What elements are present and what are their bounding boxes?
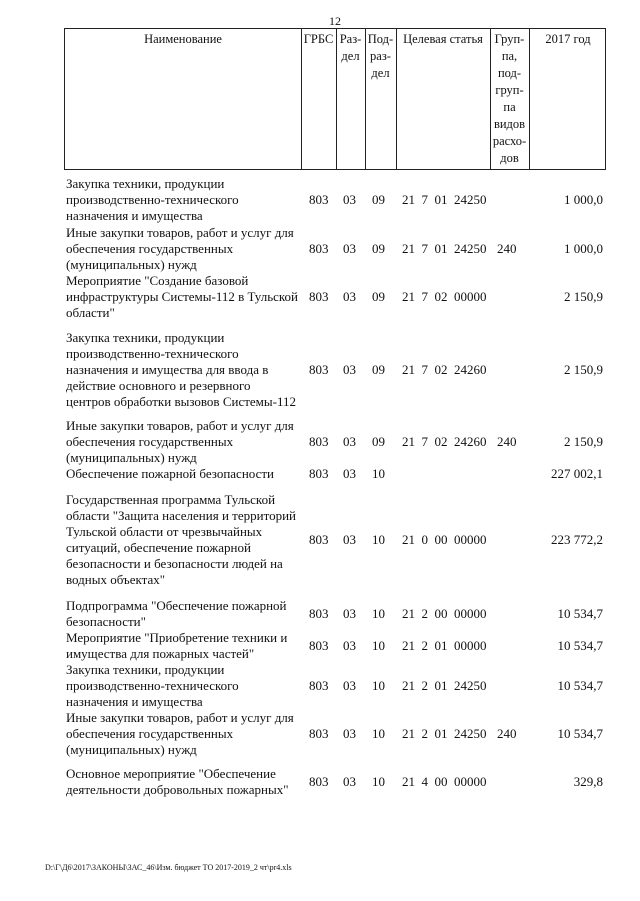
- row-name: Иные закупки товаров, работ и услуг для обеспечения государственных (муниципальных) нужд: [66, 225, 294, 272]
- row-razdel: 03: [343, 532, 356, 547]
- header-razdel: Раз- дел: [339, 32, 362, 63]
- row-name: Мероприятие "Приобретение техники и имущества для пожарных частей": [66, 630, 288, 661]
- row-celevaya: 21 7 02 24260: [402, 362, 487, 377]
- row-razdel: 03: [343, 192, 356, 207]
- column-divider: [301, 29, 302, 169]
- row-name: Подпрограмма "Обеспечение пожарной безопасности": [66, 598, 287, 629]
- page-number: 12: [329, 14, 341, 28]
- row-grbs: 803: [309, 241, 329, 256]
- row-podrazdel: 10: [372, 774, 385, 789]
- header-grbs: ГРБС: [303, 32, 334, 46]
- row-podrazdel: 10: [372, 678, 385, 693]
- row-grbs: 803: [309, 466, 329, 481]
- row-amount: 2 150,9: [564, 362, 603, 377]
- row-amount: 1 000,0: [564, 241, 603, 256]
- row-amount: 10 534,7: [557, 638, 603, 653]
- row-name: Государственная программа Тульской области "Защита населения и территорий Тульской области от чрезвычайных ситуаций, обеспечение пожарной безопасности и безопасности людей на водных объектах": [66, 492, 296, 587]
- row-grbs: 803: [309, 726, 329, 741]
- row-celevaya: 21 2 01 24250: [402, 726, 487, 741]
- row-podrazdel: 10: [372, 606, 385, 621]
- column-divider: [396, 29, 397, 169]
- row-name: Основное мероприятие "Обеспечение деятельности добровольных пожарных": [66, 766, 289, 797]
- row-grbs: 803: [309, 774, 329, 789]
- row-podrazdel: 09: [372, 241, 385, 256]
- row-razdel: 03: [343, 726, 356, 741]
- row-grbs: 803: [309, 192, 329, 207]
- table-header: [64, 28, 606, 170]
- row-name: Закупка техники, продукции производственно-технического назначения и имущества для ввода в действие основного и резервного центров обработки вызовов Системы-112: [66, 330, 296, 409]
- row-razdel: 03: [343, 774, 356, 789]
- row-podrazdel: 10: [372, 638, 385, 653]
- header-celevaya: Целевая статья: [403, 32, 483, 46]
- row-celevaya: 21 4 00 00000: [402, 774, 487, 789]
- row-podrazdel: 09: [372, 192, 385, 207]
- row-grbs: 803: [309, 362, 329, 377]
- row-grbs: 803: [309, 289, 329, 304]
- row-celevaya: 21 2 01 00000: [402, 638, 487, 653]
- row-celevaya: 21 7 02 24260: [402, 434, 487, 449]
- row-celevaya: 21 7 01 24250: [402, 192, 487, 207]
- row-name: Иные закупки товаров, работ и услуг для обеспечения государственных (муниципальных) нужд: [66, 418, 294, 465]
- row-razdel: 03: [343, 678, 356, 693]
- row-gruppa: 240: [497, 434, 517, 449]
- header-gruppa: Груп- па, под- груп- па видов расхо- дов: [492, 32, 527, 165]
- header-podrazdel: Под- раз- дел: [367, 32, 394, 80]
- footer-file-path: D:\Г\Д6\2017\ЗАКОНЫ\ЗАС_46\Изм. бюджет ТО 2017-2019_2 чт\pr4.xls: [45, 863, 292, 872]
- row-amount: 2 150,9: [564, 434, 603, 449]
- column-divider: [529, 29, 530, 169]
- row-grbs: 803: [309, 606, 329, 621]
- row-amount: 2 150,9: [564, 289, 603, 304]
- row-podrazdel: 09: [372, 362, 385, 377]
- row-grbs: 803: [309, 532, 329, 547]
- row-amount: 227 002,1: [551, 466, 603, 481]
- row-razdel: 03: [343, 241, 356, 256]
- row-razdel: 03: [343, 289, 356, 304]
- row-name: Закупка техники, продукции производственно-технического назначения и имущества: [66, 662, 239, 709]
- row-celevaya: 21 0 00 00000: [402, 532, 487, 547]
- header-name: Наименование: [144, 32, 222, 46]
- row-podrazdel: 09: [372, 289, 385, 304]
- row-celevaya: 21 7 02 00000: [402, 289, 487, 304]
- row-amount: 10 534,7: [557, 726, 603, 741]
- row-grbs: 803: [309, 434, 329, 449]
- row-podrazdel: 10: [372, 466, 385, 481]
- row-name: Обеспечение пожарной безопасности: [66, 466, 275, 481]
- row-name: Иные закупки товаров, работ и услуг для обеспечения государственных (муниципальных) нужд: [66, 710, 294, 757]
- row-amount: 10 534,7: [557, 606, 603, 621]
- row-grbs: 803: [309, 678, 329, 693]
- row-podrazdel: 10: [372, 726, 385, 741]
- row-razdel: 03: [343, 466, 356, 481]
- row-podrazdel: 09: [372, 434, 385, 449]
- row-celevaya: 21 2 00 00000: [402, 606, 487, 621]
- row-grbs: 803: [309, 638, 329, 653]
- row-amount: 223 772,2: [551, 532, 603, 547]
- row-gruppa: 240: [497, 726, 517, 741]
- row-podrazdel: 10: [372, 532, 385, 547]
- row-razdel: 03: [343, 362, 356, 377]
- row-name: Закупка техники, продукции производственно-технического назначения и имущества: [66, 176, 239, 223]
- row-razdel: 03: [343, 434, 356, 449]
- row-celevaya: 21 2 01 24250: [402, 678, 487, 693]
- row-amount: 10 534,7: [557, 678, 603, 693]
- row-name: Мероприятие "Создание базовой инфраструктуры Системы-112 в Тульской области": [66, 273, 299, 320]
- row-amount: 329,8: [573, 774, 603, 789]
- row-gruppa: 240: [497, 241, 517, 256]
- row-razdel: 03: [343, 606, 356, 621]
- row-razdel: 03: [343, 638, 356, 653]
- row-celevaya: 21 7 01 24250: [402, 241, 487, 256]
- header-year: 2017 год: [545, 32, 591, 46]
- row-amount: 1 000,0: [564, 192, 603, 207]
